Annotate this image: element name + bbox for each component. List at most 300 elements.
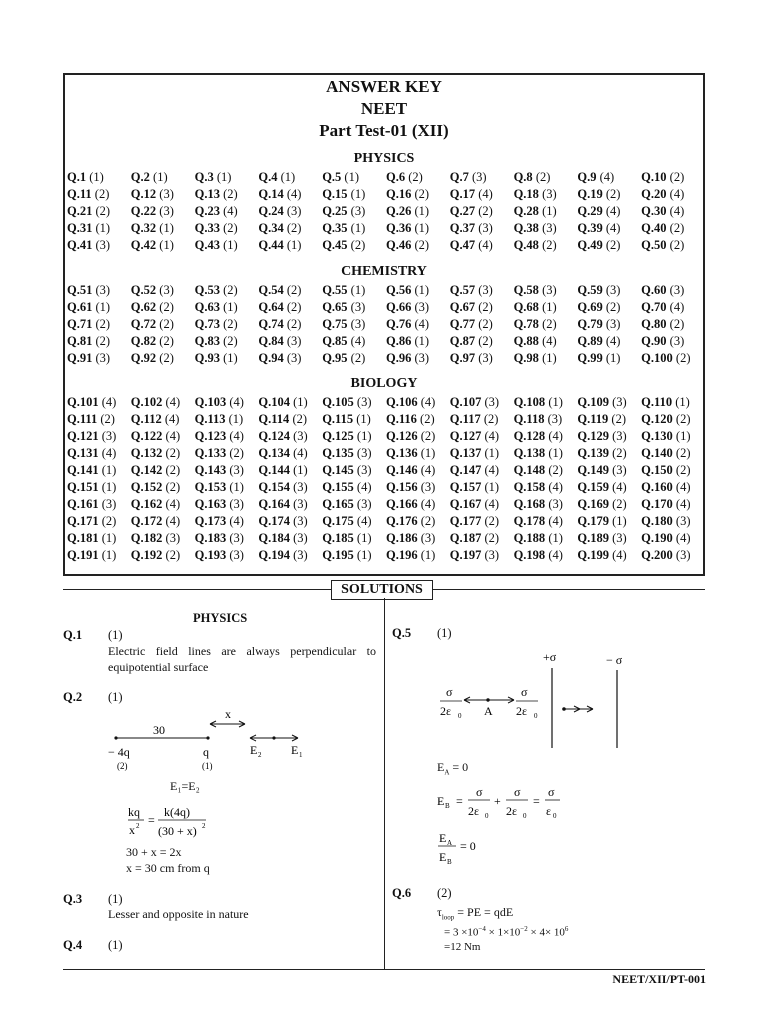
answer-option: (4) [98,395,117,409]
answer-option: (2) [416,412,435,426]
column-divider [384,598,385,970]
answer-option: (4) [417,395,436,409]
question-number: Q.122 [130,429,163,443]
q2-left-charge: − 4q [108,745,130,759]
question-number: Q.155 [322,480,354,494]
answer-cell [67,316,131,333]
question-number: Q.74 [258,317,284,331]
solutions-rule-right [432,589,705,590]
answer-option: (4) [672,480,691,494]
q2-x-label: x [225,707,231,721]
answer-cell [577,547,641,564]
answer-option: (2) [475,300,493,314]
question-number: Q.6 [385,170,406,184]
answer-cell [195,394,259,411]
question-number: Q.194 [258,548,290,562]
footer-rule [63,969,705,970]
answer-option: (3) [475,351,493,365]
q2-eq4: x = 30 cm from q [126,861,210,875]
question-number: Q.167 [449,497,482,511]
answer-cell [641,186,705,203]
answer-cell [67,350,131,367]
q6-answer: (2) [437,886,452,900]
answer-option: (3) [290,480,308,494]
question-number: Q.139 [577,446,609,460]
answer-cell [450,237,514,254]
answer-grid-biology [67,394,705,564]
answer-option: (1) [92,221,111,235]
question-number: Q.105 [322,395,354,409]
question-number: Q.88 [513,334,539,348]
answer-option: (4) [602,334,621,348]
answer-option: (3) [347,300,366,314]
question-number: Q.89 [577,334,603,348]
answer-option: (2) [417,514,436,528]
answer-cell [514,333,578,350]
question-number: Q.80 [641,317,667,331]
question-number: Q.78 [513,317,539,331]
answer-cell [514,220,578,237]
answer-cell [322,462,386,479]
answer-option: (1) [545,446,563,460]
answer-cell [641,394,705,411]
question-number: Q.152 [130,480,163,494]
answer-cell [450,350,514,367]
q2-left-tag: (2) [117,761,128,771]
answer-cell [386,282,450,299]
answer-cell [195,428,259,445]
answer-cell [258,394,322,411]
question-number: Q.183 [194,531,227,545]
answer-option: (2) [475,317,493,331]
question-number: Q.165 [322,497,354,511]
question-number: Q.116 [385,412,417,426]
answer-option: (1) [98,548,117,562]
svg-text:=: = [148,813,155,827]
svg-text:σ: σ [548,785,555,799]
answer-cell [641,299,705,316]
answer-option: (2) [162,480,181,494]
answer-row [67,411,705,428]
q2-number: Q.2 [63,690,83,704]
q4-number: Q.4 [63,938,83,952]
answer-cell [386,316,450,333]
question-number: Q.32 [130,221,157,235]
answer-option: (2) [672,446,691,460]
answer-cell [67,237,131,254]
question-number: Q.178 [513,514,546,528]
q1-answer: (1) [108,628,123,642]
question-number: Q.104 [258,395,290,409]
answer-option: (2) [666,238,685,252]
question-number: Q.47 [449,238,476,252]
answer-cell [514,316,578,333]
question-number: Q.22 [130,204,157,218]
question-number: Q.21 [67,204,93,218]
answer-option: (3) [283,334,302,348]
answer-option: (1) [481,480,500,494]
answer-option: (4) [545,514,563,528]
question-number: Q.140 [641,446,673,460]
answer-option: (3) [347,204,366,218]
question-number: Q.169 [577,497,609,511]
question-number: Q.84 [258,334,284,348]
answer-cell [641,496,705,513]
answer-option: (3) [353,446,372,460]
svg-text:0: 0 [458,712,462,720]
question-number: Q.3 [194,170,214,184]
answer-cell [577,513,641,530]
question-number: Q.81 [67,334,93,348]
answer-cell [131,350,195,367]
answer-cell [131,186,195,203]
q2-e1-label: E [291,743,299,757]
answer-option: (3) [353,497,372,511]
question-number: Q.49 [577,238,603,252]
q3-answer: (1) [108,892,123,906]
answer-cell [514,394,578,411]
answer-option: (3) [226,548,244,562]
question-number: Q.147 [449,463,482,477]
answer-cell [258,299,322,316]
answer-cell [131,316,195,333]
q2-eq2 [126,800,226,842]
answer-option: (1) [411,204,430,218]
answer-option: (2) [162,548,181,562]
question-number: Q.170 [641,497,673,511]
answer-option: (2) [475,334,493,348]
question-number: Q.18 [513,187,539,201]
answer-cell [514,237,578,254]
svg-text:=: = [533,794,540,808]
question-number: Q.83 [194,334,220,348]
answer-cell [131,220,195,237]
answer-cell [386,479,450,496]
q2-distance-label: 30 [153,723,165,737]
answer-option: (3) [347,317,366,331]
question-number: Q.187 [449,531,482,545]
answer-option: (4) [162,429,181,443]
answer-cell [386,203,450,220]
answer-option: (4) [672,497,691,511]
question-number: Q.114 [258,412,290,426]
question-number: Q.42 [130,238,157,252]
answer-cell [386,186,450,203]
answer-cell [577,479,641,496]
question-number: Q.91 [67,351,93,365]
answer-cell [450,394,514,411]
answer-option: (2) [608,497,627,511]
answer-cell [641,428,705,445]
answer-option: (3) [666,283,685,297]
answer-cell [514,203,578,220]
answer-cell [641,530,705,547]
question-number: Q.61 [67,300,93,314]
answer-cell [641,220,705,237]
answer-cell [322,394,386,411]
answer-cell [450,333,514,350]
answer-option: (1) [347,187,366,201]
answer-cell [514,411,578,428]
svg-text:k(4q): k(4q) [164,805,190,819]
question-number: Q.193 [194,548,227,562]
answer-cell [258,203,322,220]
answer-option: (3) [156,283,174,297]
answer-cell [450,445,514,462]
answer-option: (3) [92,238,111,252]
answer-cell [131,333,195,350]
answer-option: (2) [156,351,174,365]
question-number: Q.95 [322,351,348,365]
answer-cell [258,333,322,350]
question-number: Q.171 [67,514,99,528]
answer-option: (1) [86,170,104,184]
answer-option: (2) [538,238,557,252]
svg-text:B: B [447,858,452,866]
answer-option: (4) [545,480,563,494]
question-number: Q.60 [641,283,667,297]
question-number: Q.186 [385,531,418,545]
question-number: Q.26 [385,204,412,218]
answer-option: (4) [226,429,244,443]
question-number: Q.106 [385,395,418,409]
answer-option: (2) [219,334,238,348]
question-number: Q.17 [449,187,476,201]
answer-option: (1) [219,351,238,365]
answer-cell [258,220,322,237]
svg-text:0: 0 [534,712,538,720]
answer-cell [577,394,641,411]
question-number: Q.14 [258,187,284,201]
question-number: Q.179 [577,514,609,528]
svg-text:2ε: 2ε [468,804,480,818]
answer-cell [195,299,259,316]
question-number: Q.8 [513,170,533,184]
question-number: Q.134 [258,446,290,460]
answer-option: (2) [475,204,493,218]
question-number: Q.25 [322,204,348,218]
q5-ratio [434,826,514,868]
question-number: Q.86 [385,334,412,348]
answer-cell [577,186,641,203]
question-number: Q.90 [641,334,667,348]
question-number: Q.19 [577,187,603,201]
answer-option: (3) [92,351,111,365]
answer-option: (2) [666,170,685,184]
svg-text:E: E [437,794,445,808]
answer-option: (4) [162,395,181,409]
answer-cell [577,169,641,186]
q3-number: Q.3 [63,892,83,906]
question-number: Q.197 [449,548,482,562]
answer-option: (2) [283,317,302,331]
answer-cell [641,445,705,462]
answer-option: (2) [608,446,627,460]
answer-option: (2) [545,463,563,477]
question-number: Q.162 [130,497,163,511]
question-number: Q.117 [449,412,481,426]
answer-cell [258,513,322,530]
answer-option: (4) [161,412,180,426]
svg-text:B: B [445,802,450,810]
answer-option: (2) [347,351,366,365]
answer-option: (4) [98,446,117,460]
question-number: Q.181 [67,531,99,545]
answer-option: (3) [538,221,557,235]
answer-option: (2) [162,446,181,460]
answer-option: (1) [290,463,308,477]
question-number: Q.143 [194,463,227,477]
svg-text:σ: σ [476,785,483,799]
question-number: Q.111 [67,412,98,426]
answer-row [67,186,705,203]
answer-option: (3) [98,429,117,443]
answer-option: (2) [666,221,685,235]
answer-cell [641,333,705,350]
answer-row [67,220,705,237]
answer-cell [195,445,259,462]
question-number: Q.144 [258,463,290,477]
svg-text:0: 0 [485,812,489,820]
question-number: Q.150 [641,463,673,477]
answer-cell [67,186,131,203]
question-number: Q.40 [641,221,667,235]
answer-cell [577,220,641,237]
answer-cell [386,350,450,367]
answer-option: (3) [290,548,308,562]
answer-cell [195,411,259,428]
answer-option: (1) [219,238,238,252]
answer-option: (3) [283,204,302,218]
answer-option: (3) [92,283,111,297]
answer-cell [322,203,386,220]
question-number: Q.128 [513,429,546,443]
answer-cell [514,479,578,496]
question-number: Q.85 [322,334,348,348]
svg-text:E: E [439,831,447,845]
answer-option: (3) [672,514,691,528]
answer-cell [386,333,450,350]
answer-option: (2) [538,317,557,331]
question-number: Q.200 [641,548,673,562]
answer-cell [195,496,259,513]
answer-cell [450,316,514,333]
question-number: Q.146 [385,463,418,477]
question-number: Q.24 [258,204,284,218]
answer-cell [195,333,259,350]
answer-cell [450,428,514,445]
answer-option: (1) [545,531,563,545]
question-number: Q.58 [513,283,539,297]
answer-option: (1) [98,480,117,494]
question-number: Q.43 [194,238,220,252]
answer-cell [450,513,514,530]
question-number: Q.34 [258,221,284,235]
question-number: Q.156 [385,480,418,494]
answer-option: (4) [481,463,500,477]
answer-cell [67,169,131,186]
answer-option: (1) [225,412,244,426]
answer-cell [195,513,259,530]
answer-cell [67,220,131,237]
answer-option: (4) [475,187,493,201]
answer-cell [386,237,450,254]
q2-right-tag: (1) [202,761,213,771]
answer-option: (3) [98,497,117,511]
question-number: Q.1 [67,170,87,184]
answer-option: (1) [347,283,366,297]
answer-cell [514,513,578,530]
question-number: Q.35 [322,221,348,235]
question-number: Q.56 [385,283,412,297]
answer-option: (3) [608,395,627,409]
question-number: Q.4 [258,170,278,184]
question-number: Q.199 [577,548,609,562]
question-number: Q.101 [67,395,99,409]
question-number: Q.168 [513,497,546,511]
question-number: Q.64 [258,300,284,314]
question-number: Q.163 [194,497,227,511]
answer-cell [577,316,641,333]
answer-row [67,445,705,462]
question-number: Q.87 [449,334,476,348]
question-number: Q.100 [641,351,673,365]
question-number: Q.149 [577,463,609,477]
svg-text:ε: ε [546,804,552,818]
answer-option: (3) [290,497,308,511]
answer-option: (2) [602,300,621,314]
question-number: Q.145 [322,463,354,477]
question-number: Q.188 [513,531,546,545]
answer-cell [577,299,641,316]
question-number: Q.184 [258,531,290,545]
answer-option: (1) [538,300,557,314]
answer-option: (2) [219,187,238,201]
answer-cell [258,530,322,547]
answer-cell [322,316,386,333]
answer-cell [131,445,195,462]
solutions-title: SOLUTIONS [331,580,433,600]
answer-cell [131,513,195,530]
question-number: Q.57 [449,283,476,297]
answer-cell [450,203,514,220]
question-number: Q.135 [322,446,354,460]
answer-option: (3) [283,351,302,365]
question-number: Q.20 [641,187,667,201]
answer-option: (4) [226,395,244,409]
answer-option: (1) [149,170,168,184]
answer-option: (3) [481,548,500,562]
question-number: Q.39 [577,221,603,235]
section-title-biology: BIOLOGY [350,376,418,391]
question-number: Q.92 [130,351,157,365]
question-number: Q.109 [577,395,609,409]
answer-option: (2) [417,429,436,443]
answer-option: (3) [475,283,493,297]
question-number: Q.192 [130,548,163,562]
answer-cell [131,282,195,299]
svg-text:2ε: 2ε [516,704,528,718]
question-number: Q.142 [130,463,163,477]
answer-option: (3) [162,531,181,545]
answer-option: (2) [666,317,685,331]
answer-option: (4) [596,170,615,184]
question-number: Q.180 [641,514,673,528]
answer-cell [514,299,578,316]
question-number: Q.2 [130,170,150,184]
question-number: Q.102 [130,395,163,409]
question-number: Q.174 [258,514,290,528]
